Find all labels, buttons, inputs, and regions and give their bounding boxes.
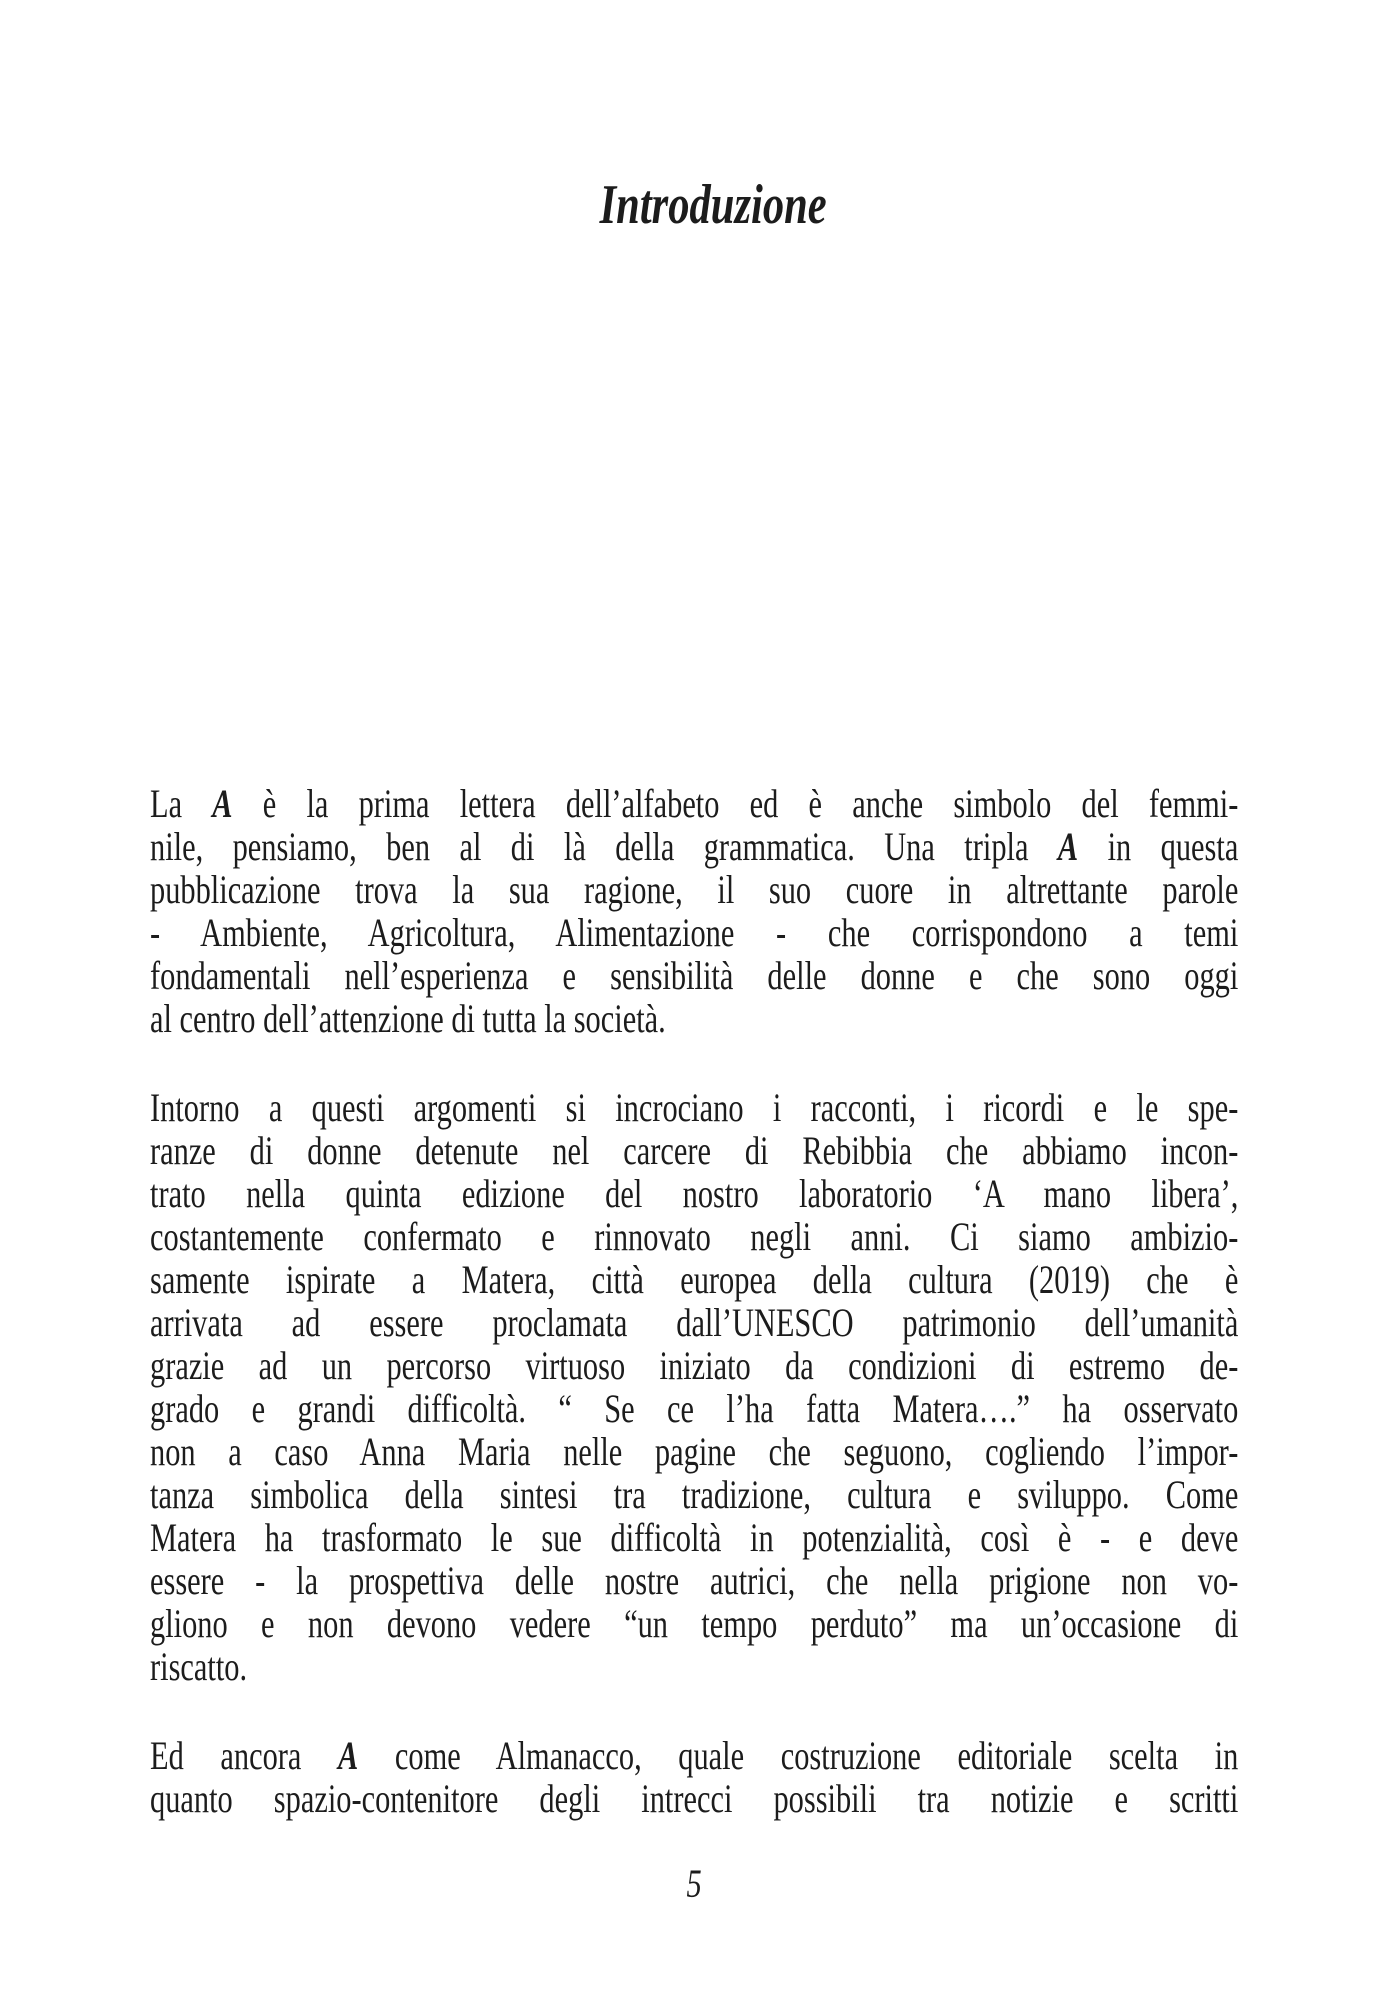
text-segment: pubblicazione trova la sua ragione, il suo cuore in altrettante parole: [150, 867, 1239, 912]
text-line: [150, 1086, 1238, 1129]
text-line: [150, 825, 1238, 868]
text-segment: grazie ad un percorso virtuoso iniziato da condizioni di estremo de-: [150, 1343, 1239, 1388]
text-segment: ranze di donne detenute nel carcere di Rebibbia che abbiamo incon-: [150, 1128, 1239, 1173]
text-segment: tanza simbolica della sintesi tra tradizione, cultura e sviluppo. Come: [150, 1472, 1239, 1517]
text-segment: essere - la prospettiva delle nostre autrici, che nella prigione non vo-: [150, 1558, 1239, 1603]
text-line: [150, 1734, 1238, 1777]
page-title: Introduzione: [599, 174, 827, 236]
text-line: [150, 1387, 1238, 1430]
text-segment: Intorno a questi argomenti si incrociano i racconti, i ricordi e le spe-: [150, 1085, 1239, 1130]
text-segment: nile, pensiamo, ben al di là della grammatica. Una tripla: [150, 824, 1058, 869]
text-line: [150, 1344, 1238, 1387]
text-segment: gliono e non devono vedere “un tempo perduto” ma un’occasione di: [150, 1601, 1239, 1646]
text-segment: come Almanacco, quale costruzione editoriale scelta in: [358, 1733, 1239, 1778]
text-segment: La: [150, 781, 213, 826]
text-line: [150, 868, 1238, 911]
paragraph: [150, 1734, 1238, 1820]
text-segment: fondamentali nell’esperienza e sensibilità delle donne e che sono oggi: [150, 953, 1239, 998]
text-line: [150, 1215, 1238, 1258]
text-segment: al centro dell’attenzione di tutta la società.: [150, 996, 666, 1041]
text-segment: riscatto.: [150, 1644, 248, 1689]
text-segment: è la prima lettera dell’alfabeto ed è anche simbolo del femmi-: [232, 781, 1239, 826]
text-segment: costantemente confermato e rinnovato negli anni. Ci siamo ambizio-: [150, 1214, 1239, 1259]
text-line: [150, 954, 1238, 997]
text-line: [150, 1172, 1238, 1215]
text-line: [150, 1430, 1238, 1473]
stylized-a-glyph: A: [1057, 824, 1079, 869]
text-line: [150, 1516, 1238, 1559]
text-segment: Ed ancora: [150, 1733, 338, 1778]
paragraph: [150, 1086, 1238, 1688]
text-line: [150, 997, 1238, 1040]
page-number: 5: [686, 1861, 702, 1906]
text-line: [150, 1602, 1238, 1645]
text-segment: non a caso Anna Maria nelle pagine che seguono, cogliendo l’impor-: [150, 1429, 1239, 1474]
text-line: [150, 1645, 1238, 1688]
stylized-a-glyph: A: [337, 1733, 359, 1778]
text-line: [150, 1129, 1238, 1172]
text-line: [150, 1258, 1238, 1301]
text-segment: quanto spazio-contenitore degli intrecci possibili tra notizie e scritti: [150, 1776, 1239, 1821]
stylized-a-glyph: A: [212, 781, 233, 826]
text-segment: in questa: [1078, 824, 1239, 869]
text-line: [150, 1559, 1238, 1602]
text-line: [150, 1777, 1238, 1820]
text-line: [150, 1473, 1238, 1516]
text-segment: Matera ha trasformato le sue difficoltà in potenzialità, così è - e deve: [150, 1515, 1239, 1560]
text-segment: grado e grandi difficoltà. “ Se ce l’ha fatta Matera….” ha osservato: [150, 1386, 1239, 1431]
text-segment: arrivata ad essere proclamata dall’UNESCO patrimonio dell’umanità: [150, 1300, 1239, 1345]
text-segment: trato nella quinta edizione del nostro laboratorio ‘A mano libera’,: [150, 1171, 1239, 1216]
text-line: [150, 911, 1238, 954]
text-segment: samente ispirate a Matera, città europea della cultura (2019) che è: [150, 1257, 1239, 1302]
text-segment: - Ambiente, Agricoltura, Alimentazione - che corrispondono a temi: [150, 910, 1239, 955]
body-text: [150, 782, 1238, 1820]
paragraph: [150, 782, 1238, 1040]
text-line: [150, 782, 1238, 825]
text-line: [150, 1301, 1238, 1344]
